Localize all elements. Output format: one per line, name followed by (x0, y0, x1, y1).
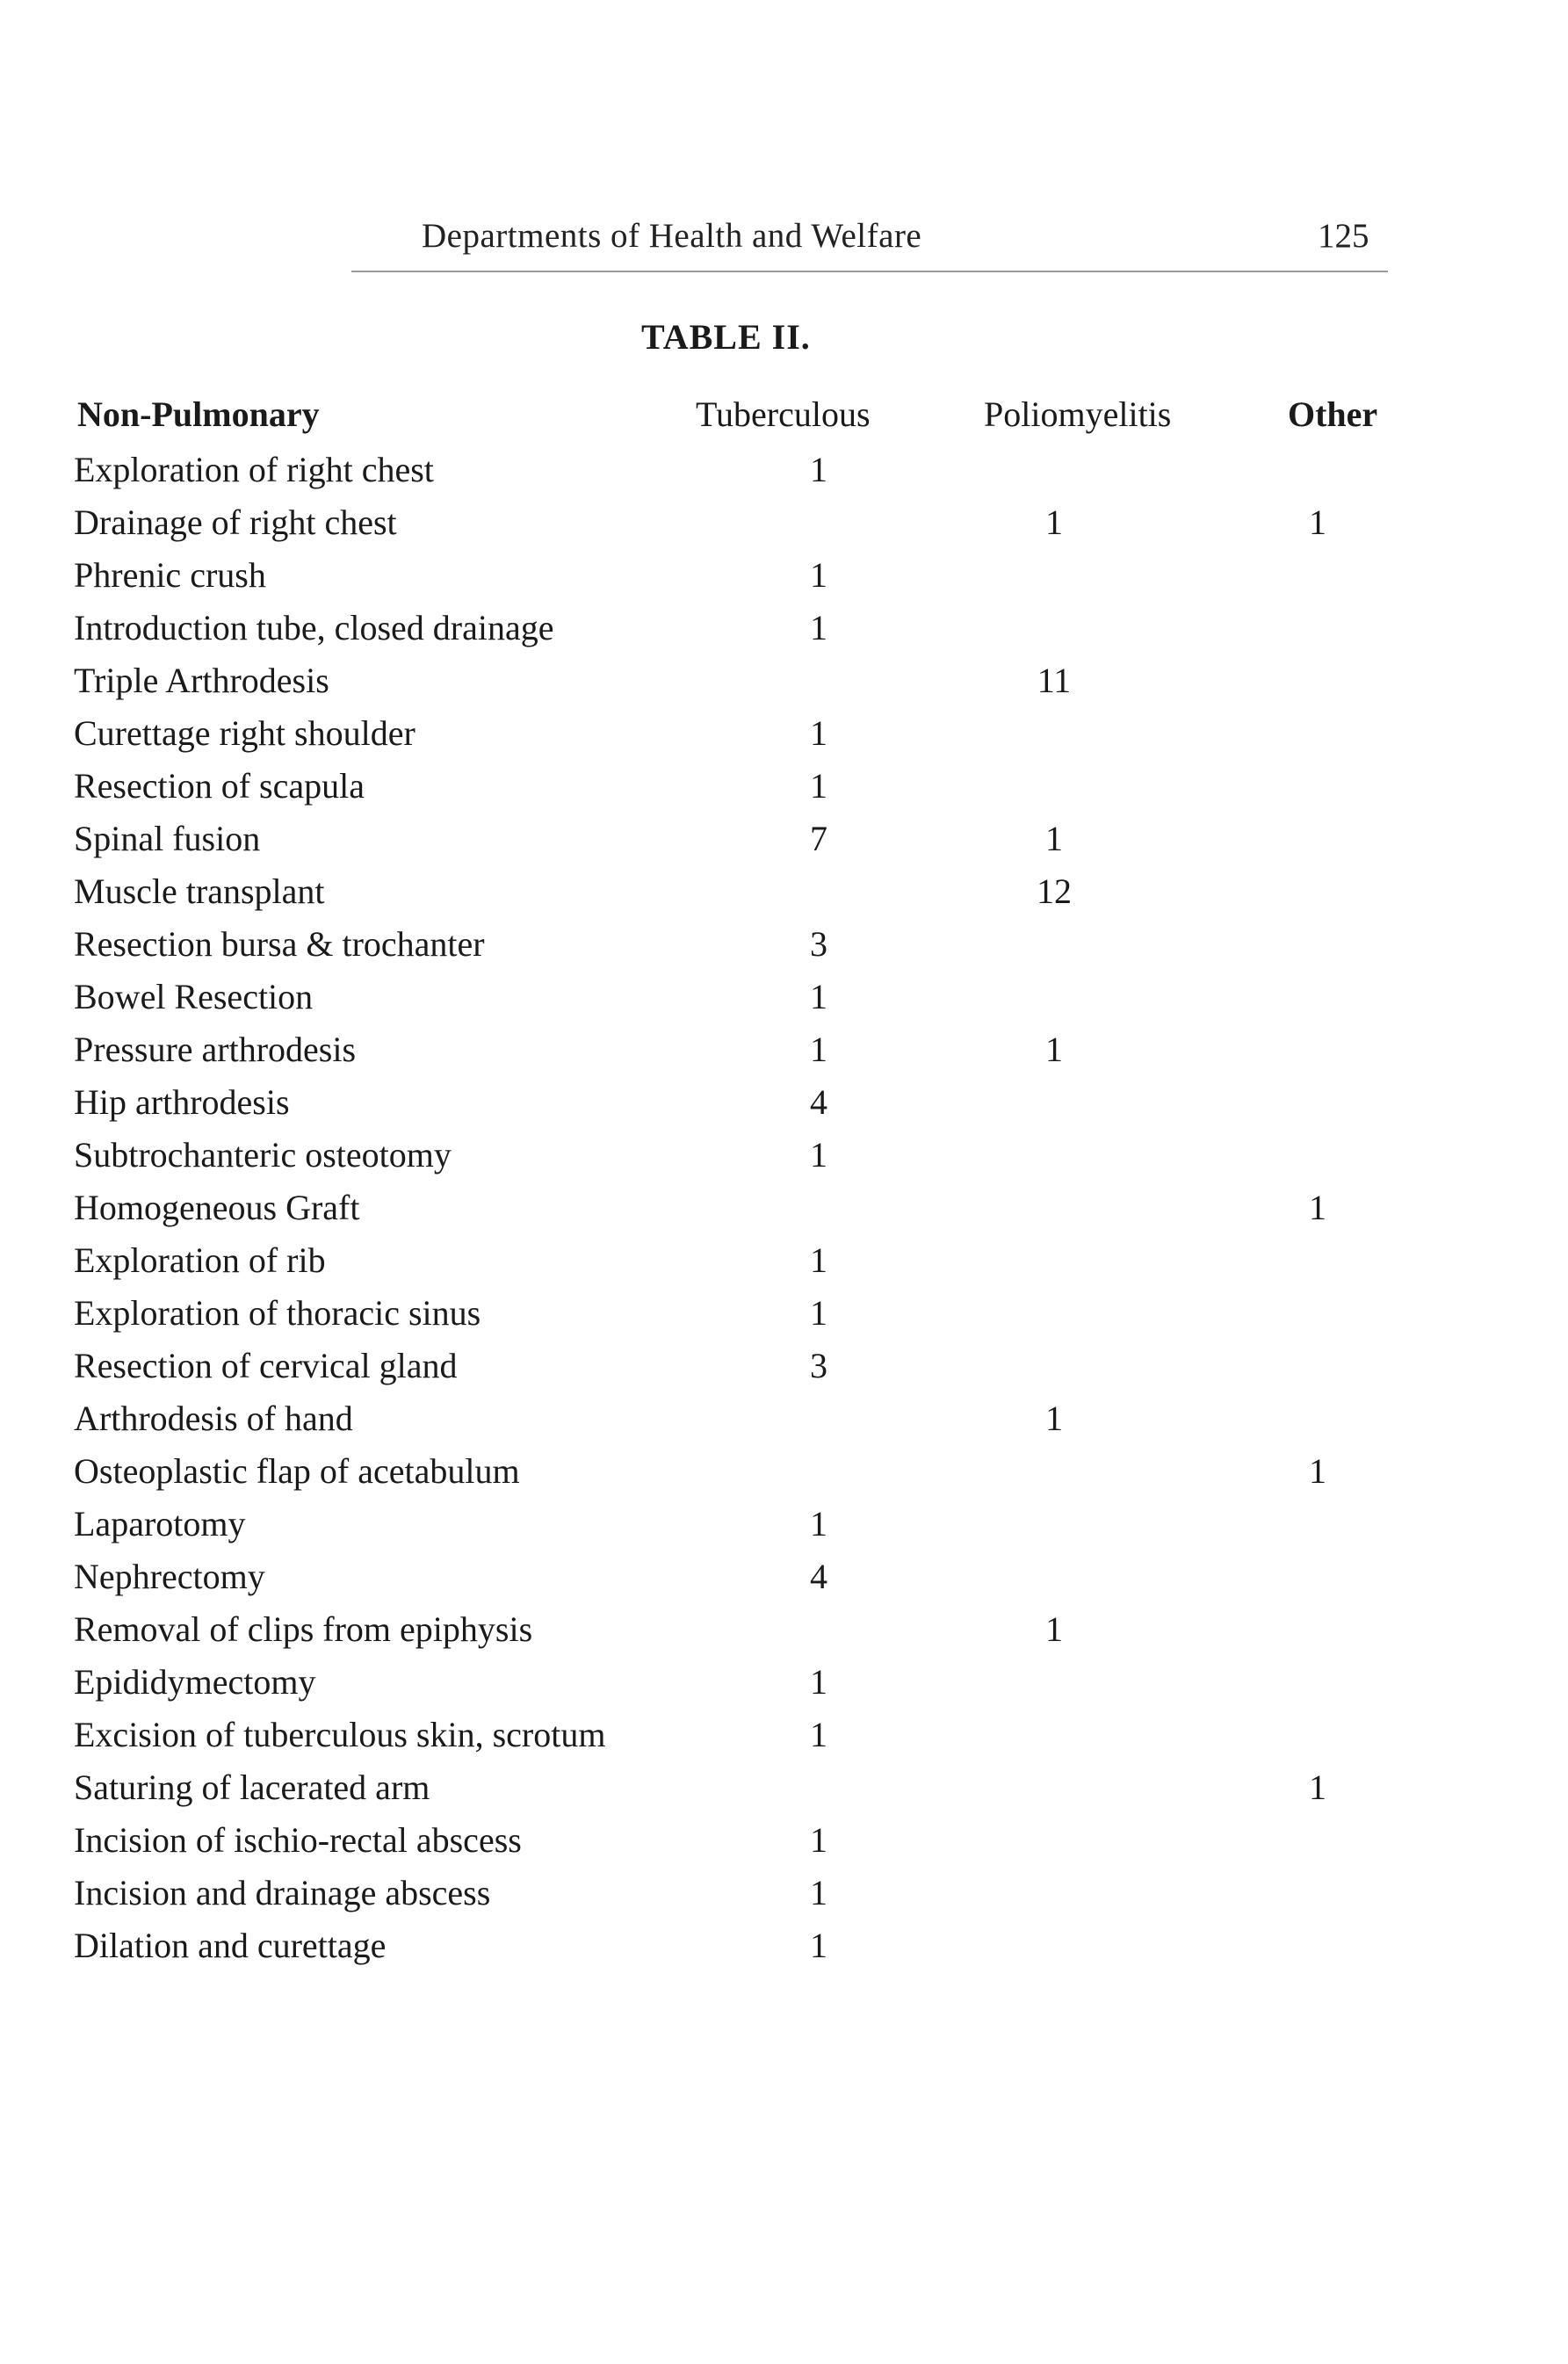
table-row (0, 1761, 1568, 1814)
table-row (0, 1867, 1568, 1919)
table-row (0, 444, 1568, 496)
table-row (0, 813, 1568, 865)
table-row (0, 1656, 1568, 1709)
page-number: 125 (1318, 217, 1369, 255)
poliomyelitis-count-cell: 1 (1045, 1030, 1063, 1069)
procedure-cell: Resection bursa & trochanter (74, 924, 485, 964)
table-row (0, 496, 1568, 549)
table-row (0, 1287, 1568, 1340)
tuberculous-count-cell: 1 (810, 1715, 827, 1754)
tuberculous-count-cell: 1 (810, 713, 827, 753)
tuberculous-count-cell: 3 (810, 924, 827, 964)
poliomyelitis-count-cell: 12 (1037, 871, 1072, 911)
poliomyelitis-count-cell: 1 (1045, 1609, 1063, 1649)
table-row (0, 1182, 1568, 1234)
poliomyelitis-count-cell: 1 (1045, 819, 1063, 858)
tuberculous-count-cell: 3 (810, 1346, 827, 1385)
procedure-cell: Drainage of right chest (74, 502, 397, 542)
poliomyelitis-count-cell: 1 (1045, 1399, 1063, 1438)
tuberculous-count-cell: 1 (810, 1135, 827, 1175)
tuberculous-count-cell: 1 (810, 1504, 827, 1543)
table-row (0, 1498, 1568, 1551)
procedure-cell: Excision of tuberculous skin, scrotum (74, 1715, 606, 1754)
procedure-cell: Muscle transplant (74, 871, 325, 911)
table-row (0, 1076, 1568, 1129)
procedure-cell: Epididymectomy (74, 1662, 316, 1702)
procedure-cell: Nephrectomy (74, 1557, 265, 1596)
table-row (0, 1919, 1568, 1972)
tuberculous-count-cell: 1 (810, 766, 827, 806)
tuberculous-count-cell: 7 (810, 819, 827, 858)
tuberculous-count-cell: 1 (810, 1926, 827, 1965)
table-row (0, 602, 1568, 654)
poliomyelitis-count-cell: 1 (1045, 502, 1063, 542)
procedure-cell: Phrenic crush (74, 555, 266, 595)
procedure-cell: Triple Arthrodesis (74, 661, 329, 700)
table-row (0, 1023, 1568, 1076)
column-header-tuberculous: Tuberculous (696, 394, 871, 434)
table-row (0, 1603, 1568, 1656)
procedure-cell: Bowel Resection (74, 977, 314, 1016)
tuberculous-count-cell: 1 (810, 977, 827, 1016)
header-rule (351, 271, 1388, 272)
tuberculous-count-cell: 4 (810, 1557, 827, 1596)
table-row (0, 1814, 1568, 1867)
table-row (0, 1551, 1568, 1603)
tuberculous-count-cell: 1 (810, 1873, 827, 1912)
tuberculous-count-cell: 1 (810, 1030, 827, 1069)
table-row (0, 707, 1568, 760)
procedure-cell: Arthrodesis of hand (74, 1399, 353, 1438)
tuberculous-count-cell: 1 (810, 450, 827, 489)
procedure-cell: Resection of scapula (74, 766, 365, 806)
table-row (0, 1392, 1568, 1445)
tuberculous-count-cell: 1 (810, 1820, 827, 1860)
procedure-cell: Exploration of right chest (74, 450, 434, 489)
tuberculous-count-cell: 1 (810, 1293, 827, 1333)
procedure-cell: Spinal fusion (74, 819, 261, 858)
table-row (0, 918, 1568, 971)
procedure-cell: Hip arthrodesis (74, 1082, 290, 1122)
procedure-cell: Curettage right shoulder (74, 713, 415, 753)
column-header-poliomyelitis: Poliomyelitis (984, 394, 1172, 434)
tuberculous-count-cell: 1 (810, 608, 827, 647)
table-row (0, 865, 1568, 918)
tuberculous-count-cell: 1 (810, 1240, 827, 1280)
tuberculous-count-cell: 1 (810, 1662, 827, 1702)
procedure-cell: Saturing of lacerated arm (74, 1768, 430, 1807)
column-header-other: Other (1288, 394, 1378, 434)
poliomyelitis-count-cell: 11 (1037, 661, 1072, 700)
tuberculous-count-cell: 4 (810, 1082, 827, 1122)
procedure-cell: Subtrochanteric osteotomy (74, 1135, 452, 1175)
procedure-cell: Pressure arthrodesis (74, 1030, 357, 1069)
procedure-cell: Introduction tube, closed drainage (74, 608, 554, 647)
tuberculous-count-cell: 1 (810, 555, 827, 595)
table-body (0, 444, 1568, 1972)
table-row (0, 654, 1568, 707)
other-count-cell: 1 (1309, 1768, 1326, 1807)
table-row (0, 971, 1568, 1023)
table-title: TABLE II. (641, 317, 811, 357)
table-row (0, 1129, 1568, 1182)
procedure-cell: Laparotomy (74, 1504, 246, 1543)
procedure-cell: Exploration of rib (74, 1240, 326, 1280)
procedure-cell: Dilation and curettage (74, 1926, 387, 1965)
table-row (0, 1445, 1568, 1498)
other-count-cell: 1 (1309, 1451, 1326, 1491)
table-row (0, 1234, 1568, 1287)
procedure-cell: Resection of cervical gland (74, 1346, 458, 1385)
running-title: Departments of Health and Welfare (422, 217, 922, 255)
table-row (0, 549, 1568, 602)
table-row (0, 1340, 1568, 1392)
procedure-cell: Incision and drainage abscess (74, 1873, 491, 1912)
other-count-cell: 1 (1309, 1188, 1326, 1227)
procedure-cell: Incision of ischio-rectal abscess (74, 1820, 522, 1860)
table-row (0, 760, 1568, 813)
procedure-cell: Exploration of thoracic sinus (74, 1293, 481, 1333)
table-row (0, 1709, 1568, 1761)
procedure-cell: Removal of clips from epiphysis (74, 1609, 533, 1649)
other-count-cell: 1 (1309, 502, 1326, 542)
column-header-non-pulmonary: Non-Pulmonary (77, 394, 320, 434)
procedure-cell: Homogeneous Graft (74, 1188, 360, 1227)
procedure-cell: Osteoplastic flap of acetabulum (74, 1451, 520, 1491)
